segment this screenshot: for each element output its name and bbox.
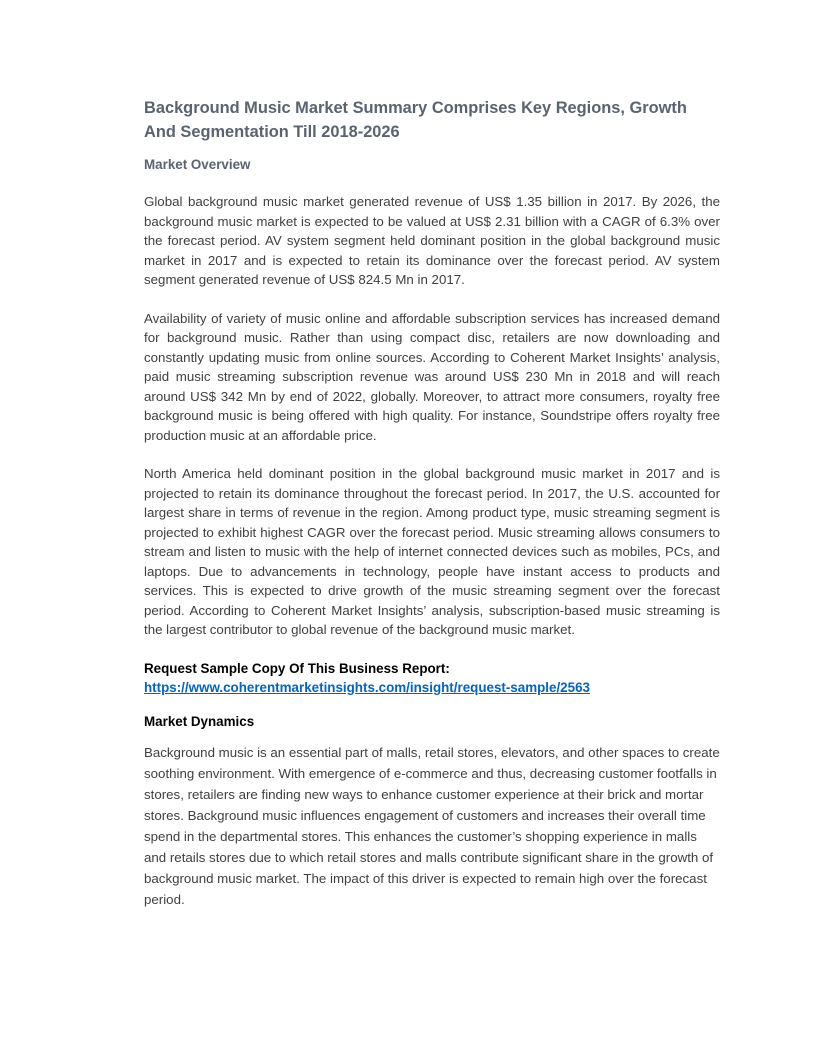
market-dynamics-heading: Market Dynamics (144, 713, 255, 729)
overview-paragraph-1: Global background music market generated revenue of US$ 1.35 billion in 2017. By 2026, the background music market is expected to be valued at US$ 2.31 billion with a CAGR of 6.3% over the forecast period. AV system segment held dominant position in the global background music market in 2017 and is expected to retain its dominance over the forecast period. AV system segment generated revenue of US$ 824.5 Mn in 2017. (144, 194, 720, 287)
page-title: Background Music Market Summary Comprises Key Regions, Growth And Segmentation Till 2018-2026 (144, 99, 687, 141)
dynamics-paragraph: Background music is an essential part of malls, retail stores, elevators, and other spaces to create soothing environment. With emergence of e-commerce and thus, decreasing customer footfalls in stores, retailers are finding new ways to enhance customer experience at their brick and mortar stores. Background music influences engagement of customers and increases their overall time spend in the departmental stores. This enhances the customer’s shopping experience in malls and retails stores due to which retail stores and malls contribute significant share in the growth of background music market. The impact of this driver is expected to remain high over the forecast period. (144, 744, 720, 907)
document-page (144, 96, 720, 929)
overview-paragraph-3: North America held dominant position in the global background music market in 2017 and is projected to retain its dominance throughout the forecast period. In 2017, the U.S. accounted for largest share in terms of revenue in the region. Among product type, music streaming segment is projected to exhibit highest CAGR over the forecast period. Music streaming allows consumers to stream and listen to music with the help of internet connected devices such as mobiles, PCs, and laptops. Due to advancements in technology, people have instant access to products and services. This is expected to drive growth of the music streaming segment over the forecast period. According to Coherent Market Insights’ analysis, subscription-based music streaming is the largest contributor to global revenue of the background music market. (144, 466, 720, 637)
market-overview-heading: Market Overview (144, 157, 251, 172)
request-sample-label: Request Sample Copy Of This Business Report: (144, 660, 450, 676)
request-sample-link[interactable]: https://www.coherentmarketinsights.com/insight/request-sample/2563 (144, 679, 590, 695)
overview-paragraph-2: Availability of variety of music online and affordable subscription services has increased demand for background music. Rather than using compact disc, retailers are now downloading and constantly updating music from online sources. According to Coherent Market Insights’ analysis, paid music streaming subscription revenue was around US$ 230 Mn in 2018 and will reach around US$ 342 Mn by end of 2022, globally. Moreover, to attract more consumers, royalty free background music is being offered with high quality. For instance, Soundstripe offers royalty free production music at an affordable price. (144, 310, 720, 443)
